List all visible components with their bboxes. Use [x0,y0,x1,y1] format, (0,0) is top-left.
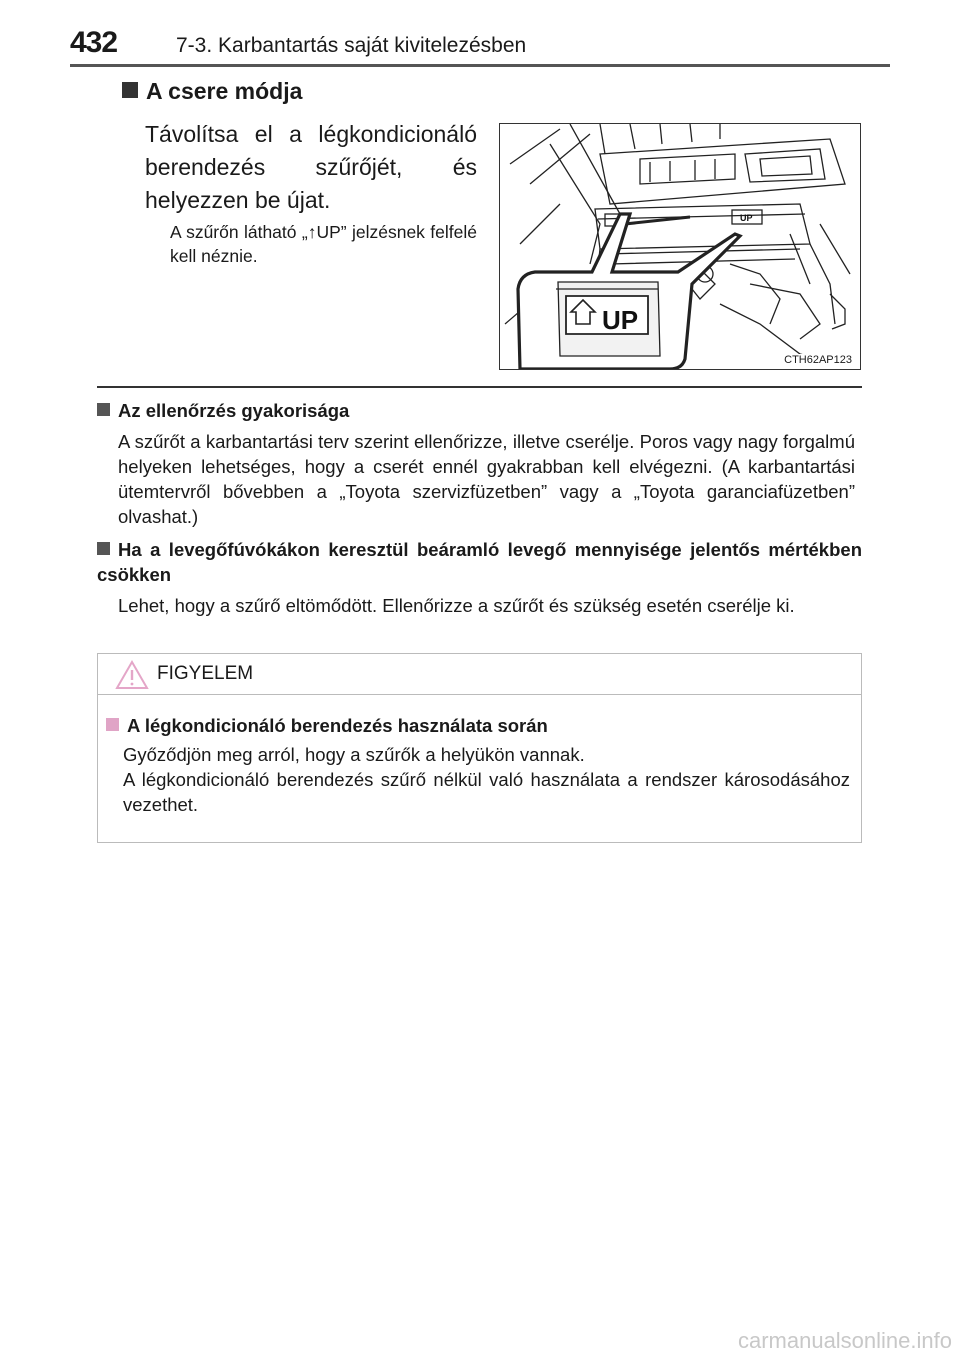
square-bullet-icon [97,542,110,555]
replacement-note: A szűrőn látható „↑UP” jelzésnek felfelé kell néznie. [170,222,477,266]
frequency-paragraph: A szűrőt a karbantartási terv szerint ellenőrizze, illetve cserélje. Poros vagy nagy forgalmú helyeken lehetséges, hogy a cserét ennél gyakrabban kell elvégezni. (A karbantartási ütemtervről bővebben a „Toyota szervizfüzetben” vagy a „Toyota garanciafüzetben” olvashat.) [118,431,855,527]
filter-illustration [499,123,861,370]
warning-box [97,653,862,843]
page-header [70,22,870,62]
section-title-text: Az ellenőrzés gyakorisága [118,400,350,421]
section-title-replacement [122,78,302,105]
page-number: 432 [70,26,118,59]
warning-body [123,742,850,817]
section-title-airflow [97,537,862,587]
figure-code: CTH62AP123 [784,354,852,366]
section-title-text: Ha a levegőfúvókákon keresztül beáramló levegő mennyisége jelentős mértékben csökken [97,539,862,585]
zoomed-up-label: UP [602,305,639,335]
watermark: carmanualsonline.info [737,1328,952,1353]
warning-triangle-icon [115,660,149,690]
chapter-title: 7-3. Karbantartás saját kivitelezésben [176,34,527,57]
warning-title-text: A légkondicionáló berendezés használata során [127,715,548,736]
replacement-instruction: Távolítsa el a légkondicionáló berendezés szűrőjét, és helyezzen be újat. [145,121,477,213]
warning-title [106,715,548,737]
filter-up-label: UP [740,213,753,223]
section-title-text: A csere módja [146,78,303,104]
section-title-frequency [97,398,862,423]
warning-line-1: Győződjön meg arról, hogy a szűrők a helyükön vannak. [123,744,585,765]
warning-header [98,654,861,695]
square-bullet-icon [97,403,110,416]
header-divider [70,64,890,67]
section-divider [97,386,862,388]
square-bullet-icon [122,82,138,98]
warning-line-2: A légkondicionáló berendezés szűrő nélkül való használata a rendszer károsodásához vezethet. [123,769,850,815]
filter-drawing [500,124,861,370]
airflow-paragraph: Lehet, hogy a szűrő eltömődött. Ellenőrizze a szűrőt és szükség esetén cserélje ki. [118,595,795,616]
warning-label: FIGYELEM [157,663,254,684]
square-bullet-icon [106,718,119,731]
